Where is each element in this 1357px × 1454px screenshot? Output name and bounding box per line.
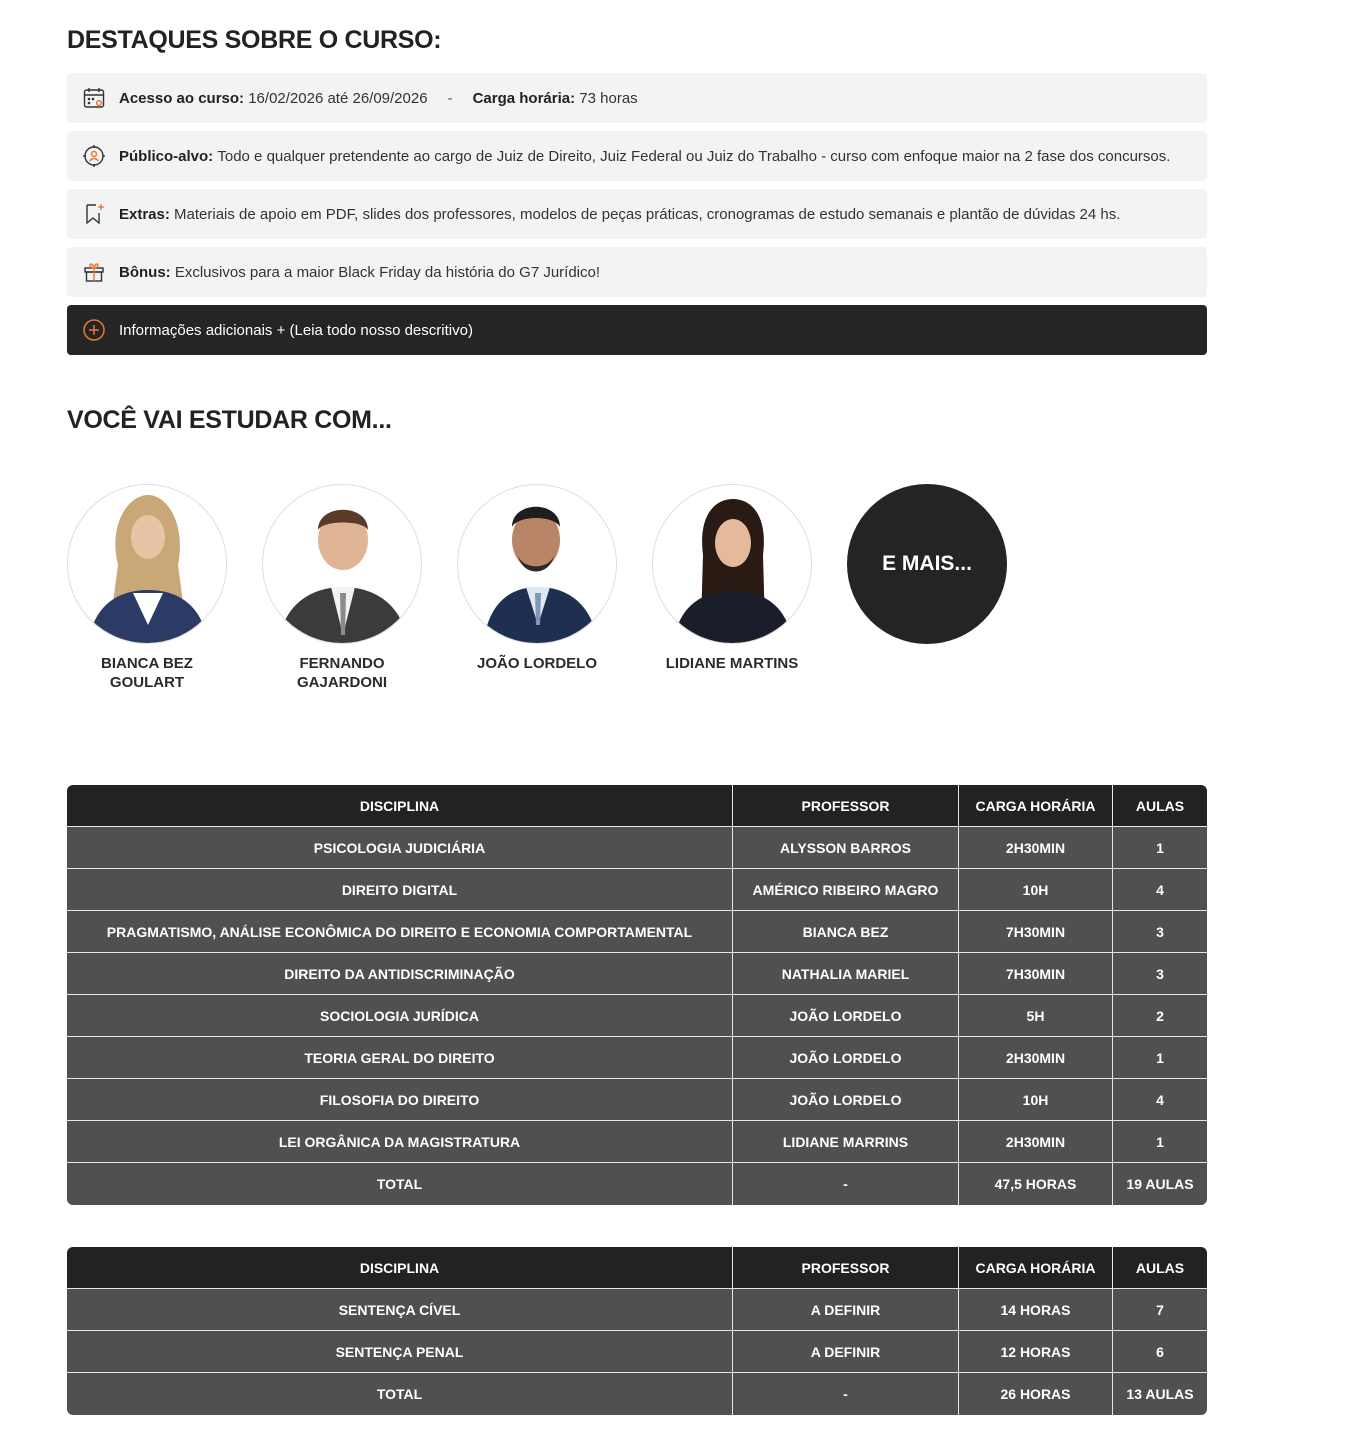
disciplines-table — [67, 785, 1207, 1205]
cell-aulas: 13 AULAS — [1113, 1373, 1207, 1415]
cell-professor: JOÃO LORDELO — [733, 995, 959, 1037]
cell-carga-horaria: 26 HORAS — [959, 1373, 1113, 1415]
table-row — [67, 1121, 1207, 1163]
highlights-title: DESTAQUES SOBRE O CURSO: — [67, 26, 442, 54]
teacher-photo — [652, 484, 812, 644]
access-value: 16/02/2026 até 26/09/2026 — [248, 89, 428, 107]
table-row — [67, 1037, 1207, 1079]
teacher-card[interactable] — [262, 484, 422, 692]
cell-disciplina: SOCIOLOGIA JURÍDICA — [67, 995, 733, 1037]
cell-carga-horaria: 14 HORAS — [959, 1289, 1113, 1331]
highlight-audience — [67, 131, 1207, 181]
cell-carga-horaria: 5H — [959, 995, 1113, 1037]
cell-disciplina: DIREITO DA ANTIDISCRIMINAÇÃO — [67, 953, 733, 995]
more-teachers-button[interactable] — [847, 484, 1007, 644]
more-info-label: Informações adicionais + (Leia todo nosso descritivo) — [119, 321, 473, 339]
cell-professor: LIDIANE MARRINS — [733, 1121, 959, 1163]
cell-aulas: 19 AULAS — [1113, 1163, 1207, 1205]
cell-aulas: 2 — [1113, 995, 1207, 1037]
teacher-photo — [262, 484, 422, 644]
cell-carga-horaria: 47,5 HORAS — [959, 1163, 1113, 1205]
cell-disciplina: SENTENÇA PENAL — [67, 1331, 733, 1373]
header-aulas: AULAS — [1113, 785, 1207, 827]
cell-disciplina: TOTAL — [67, 1373, 733, 1415]
cell-disciplina: TOTAL — [67, 1163, 733, 1205]
header-disciplina: DISCIPLINA — [67, 1247, 733, 1289]
cell-professor: JOÃO LORDELO — [733, 1079, 959, 1121]
cell-disciplina: SENTENÇA CÍVEL — [67, 1289, 733, 1331]
cell-aulas: 6 — [1113, 1331, 1207, 1373]
highlight-bonus — [67, 247, 1207, 297]
cell-disciplina: PSICOLOGIA JUDICIÁRIA — [67, 827, 733, 869]
extras-label: Extras: — [119, 205, 170, 223]
cell-disciplina: TEORIA GERAL DO DIREITO — [67, 1037, 733, 1079]
cell-disciplina: LEI ORGÂNICA DA MAGISTRATURA — [67, 1121, 733, 1163]
highlight-access — [67, 73, 1207, 123]
table-row — [67, 1289, 1207, 1331]
cell-carga-horaria: 10H — [959, 869, 1113, 911]
cell-professor: BIANCA BEZ — [733, 911, 959, 953]
hours-label: Carga horária: — [472, 89, 576, 107]
header-aulas: AULAS — [1113, 1247, 1207, 1289]
cell-carga-horaria: 2H30MIN — [959, 827, 1113, 869]
cell-professor: - — [733, 1373, 959, 1415]
header-professor: PROFESSOR — [733, 785, 959, 827]
cell-carga-horaria: 2H30MIN — [959, 1121, 1113, 1163]
cell-aulas: 1 — [1113, 1121, 1207, 1163]
table-row — [67, 911, 1207, 953]
cell-professor: ALYSSON BARROS — [733, 827, 959, 869]
cell-professor: A DEFINIR — [733, 1331, 959, 1373]
header-professor: PROFESSOR — [733, 1247, 959, 1289]
teacher-name: JOÃO LORDELO — [476, 655, 597, 672]
cell-carga-horaria: 12 HORAS — [959, 1331, 1113, 1373]
bonus-value: Exclusivos para a maior Black Friday da história do G7 Jurídico! — [174, 263, 601, 281]
header-carga-horaria: CARGA HORÁRIA — [959, 1247, 1113, 1289]
cell-disciplina: DIREITO DIGITAL — [67, 869, 733, 911]
highlight-extras — [67, 189, 1207, 239]
cell-aulas: 1 — [1113, 827, 1207, 869]
cell-carga-horaria: 7H30MIN — [959, 911, 1113, 953]
cell-aulas: 7 — [1113, 1289, 1207, 1331]
cell-professor: NATHALIA MARIEL — [733, 953, 959, 995]
table-row — [67, 1373, 1207, 1415]
table-row — [67, 1163, 1207, 1205]
plus-circle-icon — [81, 317, 107, 343]
cell-carga-horaria: 2H30MIN — [959, 1037, 1113, 1079]
bonus-label: Bônus: — [119, 263, 171, 281]
more-info-button[interactable] — [67, 305, 1207, 355]
cell-aulas: 3 — [1113, 911, 1207, 953]
cell-aulas: 3 — [1113, 953, 1207, 995]
cell-aulas: 1 — [1113, 1037, 1207, 1079]
cell-carga-horaria: 10H — [959, 1079, 1113, 1121]
teacher-card[interactable] — [67, 484, 227, 692]
teacher-card[interactable] — [652, 484, 812, 673]
cell-aulas: 4 — [1113, 869, 1207, 911]
cell-professor: JOÃO LORDELO — [733, 1037, 959, 1079]
target-user-icon — [81, 143, 107, 169]
teacher-name: FERNANDO GAJARDONI — [296, 655, 387, 691]
table-row — [67, 1079, 1207, 1121]
table-row — [67, 1331, 1207, 1373]
gift-icon — [81, 259, 107, 285]
table-header-row — [67, 785, 1207, 827]
cell-disciplina: FILOSOFIA DO DIREITO — [67, 1079, 733, 1121]
table-row — [67, 953, 1207, 995]
practice-table — [67, 1247, 1207, 1415]
teachers-title: VOCÊ VAI ESTUDAR COM... — [67, 406, 392, 434]
audience-value: Todo e qualquer pretendente ao cargo de Juiz de Direito, Juiz Federal ou Juiz do Trabalho - curso com enfoque maior na 2 fase dos concursos. — [217, 147, 1171, 165]
table-row — [67, 869, 1207, 911]
teacher-name: LIDIANE MARTINS — [665, 655, 799, 672]
teacher-photo — [457, 484, 617, 644]
cell-carga-horaria: 7H30MIN — [959, 953, 1113, 995]
calendar-icon — [81, 85, 107, 111]
hours-value: 73 horas — [579, 89, 638, 107]
teacher-name: BIANCA BEZ GOULART — [101, 655, 193, 691]
cell-professor: A DEFINIR — [733, 1289, 959, 1331]
access-label: Acesso ao curso: — [119, 89, 245, 107]
extras-value: Materiais de apoio em PDF, slides dos professores, modelos de peças práticas, cronogramas de estudo semanais e plantão de dúvidas 24 hs. — [174, 205, 1121, 223]
more-teachers-label: E MAIS... — [882, 552, 972, 575]
cell-professor: - — [733, 1163, 959, 1205]
cell-disciplina: PRAGMATISMO, ANÁLISE ECONÔMICA DO DIREITO E ECONOMIA COMPORTAMENTAL — [67, 911, 733, 953]
table-row — [67, 995, 1207, 1037]
teacher-card[interactable] — [457, 484, 617, 673]
cell-aulas: 4 — [1113, 1079, 1207, 1121]
cell-professor: AMÉRICO RIBEIRO MAGRO — [733, 869, 959, 911]
table-header-row — [67, 1247, 1207, 1289]
teacher-photo — [67, 484, 227, 644]
header-disciplina: DISCIPLINA — [67, 785, 733, 827]
separator: - — [447, 89, 453, 107]
audience-label: Público-alvo: — [119, 147, 214, 165]
table-row — [67, 827, 1207, 869]
bookmark-plus-icon — [81, 201, 107, 227]
header-carga-horaria: CARGA HORÁRIA — [959, 785, 1113, 827]
